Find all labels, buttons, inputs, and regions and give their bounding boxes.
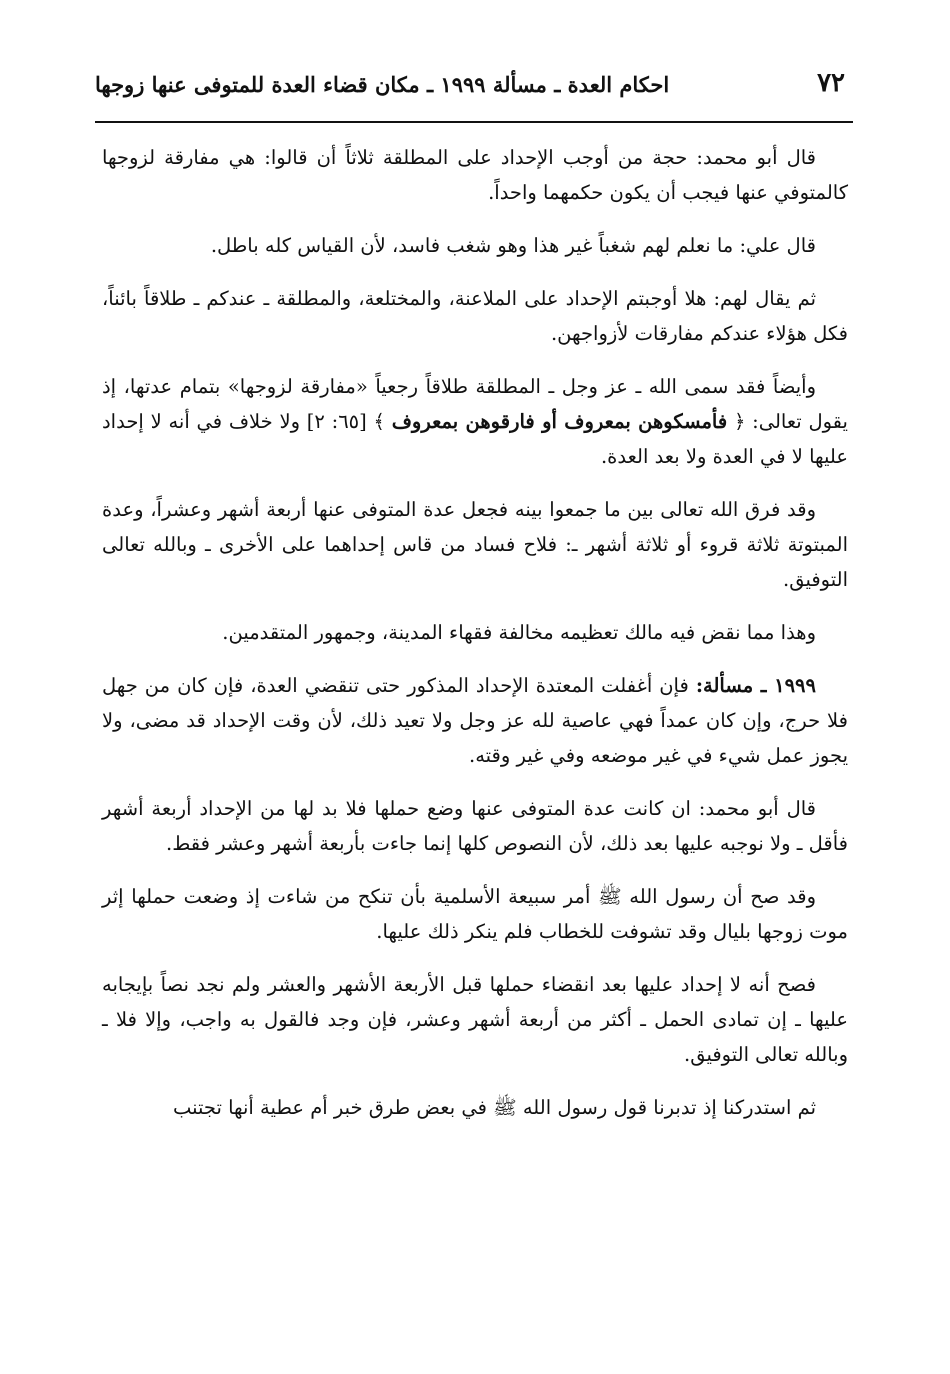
- paragraph-conclusion: [102, 967, 848, 1072]
- paragraph-distinction: [102, 492, 848, 597]
- paragraph-text: قال أبو محمد: حجة من أوجب الإحداد على المطلقة ثلاثاً أن قالوا: هي مفارقة لزوجها كالمتوفي عنها فيجب أن يكون حكمهما واحداً.: [102, 146, 848, 204]
- page-body: [102, 140, 848, 1139]
- paragraph-abu-muhammad-argument: [102, 140, 848, 210]
- paragraph-text: قال أبو محمد: ان كانت عدة المتوفى عنها وضع حملها فلا بد لها من الإحداد أربعة أشهر فأقل ـ ولا نوجبه عليها بعد ذلك، لأن النصوص كلها إنما جاءت بأربعة أشهر وعشر فقط.: [102, 797, 848, 855]
- paragraph-subayah-hadith: [102, 879, 848, 949]
- issue-label: ١٩٩٩ ـ مسألة:: [695, 674, 816, 697]
- paragraph-text: ﴾ [٦٥: ٢] ولا خلاف في أنه لا إحداد عليها لا في العدة ولا بعد العدة.: [102, 410, 848, 468]
- paragraph-text: ثم يقال لهم: هلا أوجبتم الإحداد على الملاعنة، والمختلعة، والمطلقة ـ عندكم ـ طلاقاً بائناً، فكل هؤلاء عندكم مفارقات لأزواجهن.: [102, 287, 848, 345]
- running-title: احكام العدة ـ مسألة ١٩٩٩ ـ مكان قضاء العدة للمتوفى عنها زوجها: [95, 72, 670, 97]
- paragraph-continuation: [102, 1090, 848, 1125]
- paragraph-text: فصح أنه لا إحداد عليها بعد انقضاء حملها قبل الأربعة الأشهر والعشر ولم نجد نصاً بإيجابه عليها ـ إن تمادى الحمل ـ أكثر من أربعة أشهر وعشر، فإن وجد فالقول به واجب، وإلا فلا ـ وبالله تعالى التوفيق.: [102, 973, 848, 1066]
- paragraph-text: وقد صح أن رسول الله ﷺ أمر سبيعة الأسلمية بأن تنكح من شاءت إذ وضعت حملها إثر موت زوجها بليال وقد تشوفت للخطاب فلم ينكر ذلك عليها.: [102, 885, 848, 943]
- page-header: [95, 58, 853, 118]
- paragraph-quran-citation: [102, 369, 848, 474]
- paragraph-text: ثم استدركنا إذ تدبرنا قول رسول الله ﷺ في بعض طرق خبر أم عطية أنها تجتنب: [172, 1096, 816, 1119]
- paragraph-pregnancy-mourning: [102, 791, 848, 861]
- paragraph-text: وأيضاً فقد سمى الله ـ عز وجل ـ المطلقة طلاقاً رجعياً «مفارقة لزوجها» بتمام عدتها، إذ يقول تعالى: ﴿: [102, 375, 848, 433]
- paragraph-text: قال علي: ما نعلم لهم شغباً غير هذا وهو شغب فاسد، لأن القياس كله باطل.: [210, 234, 816, 257]
- page-number: ٧٢: [817, 68, 845, 98]
- header-divider: [95, 121, 853, 123]
- paragraph-rebuttal: [102, 281, 848, 351]
- paragraph-ali-reply: [102, 228, 848, 263]
- paragraph-malik: [102, 615, 848, 650]
- paragraph-text: وهذا مما نقض فيه مالك تعظيمه مخالفة فقهاء المدينة، وجمهور المتقدمين.: [222, 621, 816, 644]
- quran-verse: فأمسكوهن بمعروف أو فارقوهن بمعروف: [391, 410, 728, 433]
- paragraph-issue-1999: [102, 668, 848, 773]
- paragraph-text: فإن أغفلت المعتدة الإحداد المذكور حتى تنقضي العدة، فإن كان من جهل فلا حرج، وإن كان عمداً فهي عاصية لله عز وجل ولا تعيد ذلك، لأن وقت الإحداد قد مضى، ولا يجوز عمل شيء في غير موضعه وفي غير وقته.: [102, 674, 848, 767]
- paragraph-text: وقد فرق الله تعالى بين ما جمعوا بينه فجعل عدة المتوفى عنها أربعة أشهر وعشراً، وعدة المبتوتة ثلاثة قروء أو ثلاثة أشهر ـ: فلاح فساد من قاس إحداهما على الأخرى ـ وبالله تعالى التوفيق.: [102, 498, 848, 591]
